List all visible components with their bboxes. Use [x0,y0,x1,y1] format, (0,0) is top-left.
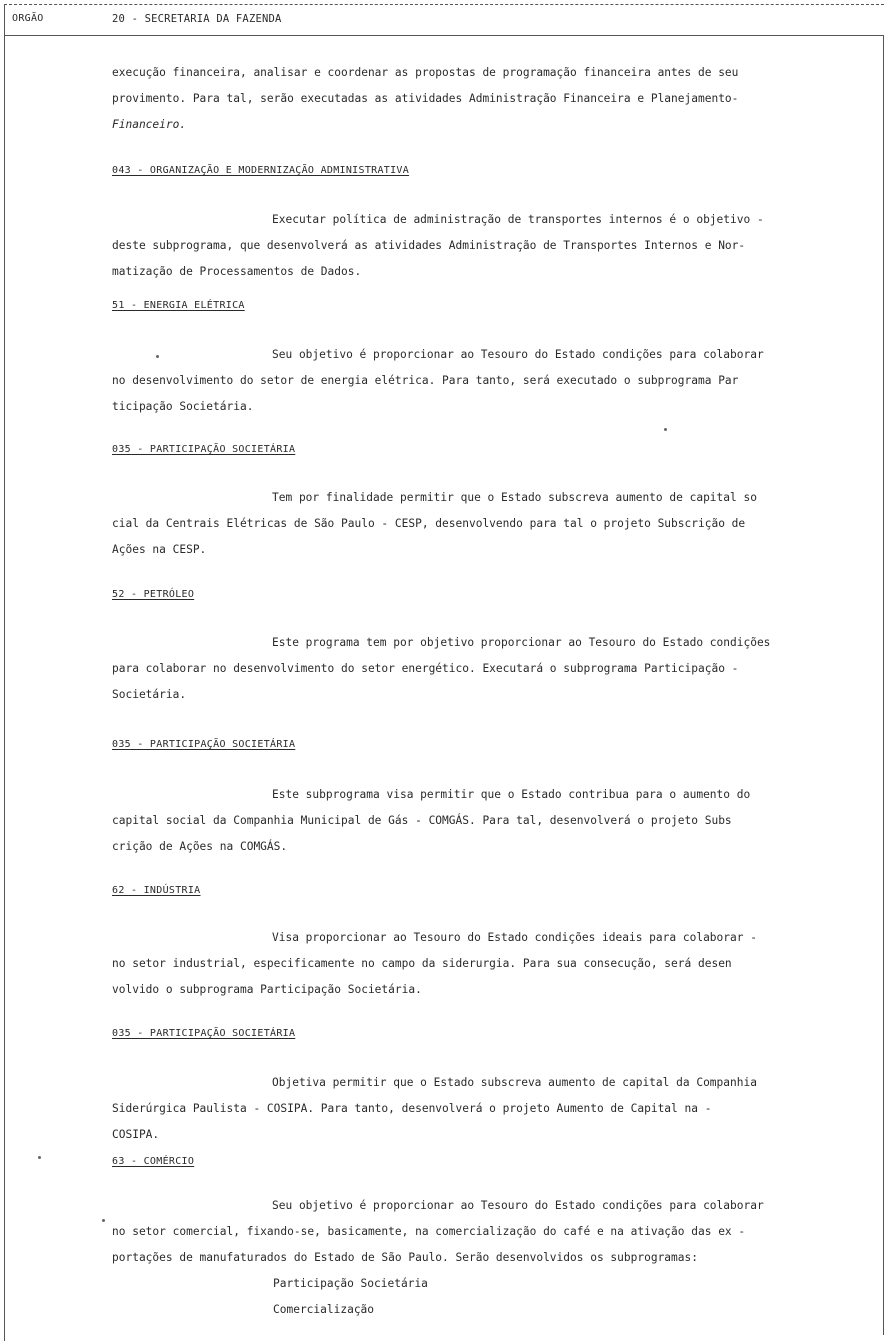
text-line: Este programa tem por objetivo proporcionar ao Tesouro do Estado condições [272,636,771,649]
text-line: Ações na CESP. [112,543,207,556]
text-line: crição de Ações na COMGÁS. [112,840,288,853]
text-line: volvido o subprograma Participação Societária. [112,983,422,996]
org-value: 20 - SECRETARIA DA FAZENDA [112,13,282,25]
text-line: no setor comercial, fixando-se, basicamente, na comercialização do café e na ativação das ex - [112,1225,746,1238]
paragraph-continuation [112,60,832,138]
section-heading: 63 - COMÉRCIO [112,1156,195,1167]
text-line: matização de Processamentos de Dados. [112,265,362,278]
text-line: ticipação Societária. [112,400,254,413]
text-line: Objetiva permitir que o Estado subscreva aumento de capital da Companhia [272,1076,757,1089]
scan-speck [102,1219,105,1222]
text-line: no setor industrial, especificamente no campo da siderurgia. Para sua consecução, será desen [112,957,732,970]
page-header [4,4,884,36]
section-heading: 52 - PETRÓLEO [112,589,195,600]
section-heading: 51 - ENERGIA ELÉTRICA [112,300,245,311]
text-line: provimento. Para tal, serão executadas as atividades Administração Financeira e Planejamento- [112,92,739,105]
section-heading: 043 - ORGANIZAÇÃO E MODERNIZAÇÃO ADMINISTRATIVA [112,165,410,176]
text-line: Seu objetivo é proporcionar ao Tesouro do Estado condições para colaborar [272,1199,764,1212]
left-margin-line [4,5,5,1341]
text-line: Siderúrgica Paulista - COSIPA. Para tanto, desenvolverá o projeto Aumento de Capital na - [112,1102,712,1115]
text-line: Societária. [112,688,187,701]
text-line: cial da Centrais Elétricas de São Paulo - CESP, desenvolvendo para tal o projeto Subscrição de [112,517,746,530]
subprogram-list [273,1271,428,1323]
paragraph [112,342,832,420]
text-line: Visa proporcionar ao Tesouro do Estado condições ideais para colaborar - [272,931,757,944]
text-line: COSIPA. [112,1128,160,1141]
org-label: ORGÃO [12,13,44,24]
text-line: Executar política de administração de transportes internos é o objetivo - [272,213,764,226]
scan-speck [156,355,159,358]
section-heading: 62 - INDÚSTRIA [112,885,201,896]
text-line: Este subprograma visa permitir que o Estado contribua para o aumento do [272,788,751,801]
section-heading: 035 - PARTICIPAÇÃO SOCIETÁRIA [112,739,296,750]
paragraph [112,925,832,1003]
paragraph [112,630,832,708]
paragraph [112,1193,832,1271]
list-item: Comercialização [273,1303,375,1316]
paragraph [112,207,832,285]
text-line: no desenvolvimento do setor de energia elétrica. Para tanto, será executado o subprograma Par [112,374,739,387]
text-line: Financeiro. [112,118,187,131]
scan-speck [664,428,667,431]
paragraph [112,1070,832,1148]
text-line: portações de manufaturados do Estado de São Paulo. Serão desenvolvidos os subprogramas: [112,1251,698,1264]
text-line: deste subprograma, que desenvolverá as atividades Administração de Transportes Internos e Nor- [112,239,746,252]
text-line: Seu objetivo é proporcionar ao Tesouro do Estado condições para colaborar [272,348,764,361]
text-line: Tem por finalidade permitir que o Estado subscreva aumento de capital so [272,491,757,504]
section-heading: 035 - PARTICIPAÇÃO SOCIETÁRIA [112,1028,296,1039]
text-line: para colaborar no desenvolvimento do setor energético. Executará o subprograma Participação - [112,662,739,675]
paragraph [112,782,832,860]
scan-speck [38,1156,41,1159]
paragraph [112,485,832,563]
list-item: Participação Societária [273,1277,428,1290]
text-line: execução financeira, analisar e coordenar as propostas de programação financeira antes de seu [112,66,739,79]
section-heading: 035 - PARTICIPAÇÃO SOCIETÁRIA [112,444,296,455]
right-margin-line [883,35,884,1335]
text-line: capital social da Companhia Municipal de Gás - COMGÁS. Para tal, desenvolverá o projeto Subs [112,814,732,827]
